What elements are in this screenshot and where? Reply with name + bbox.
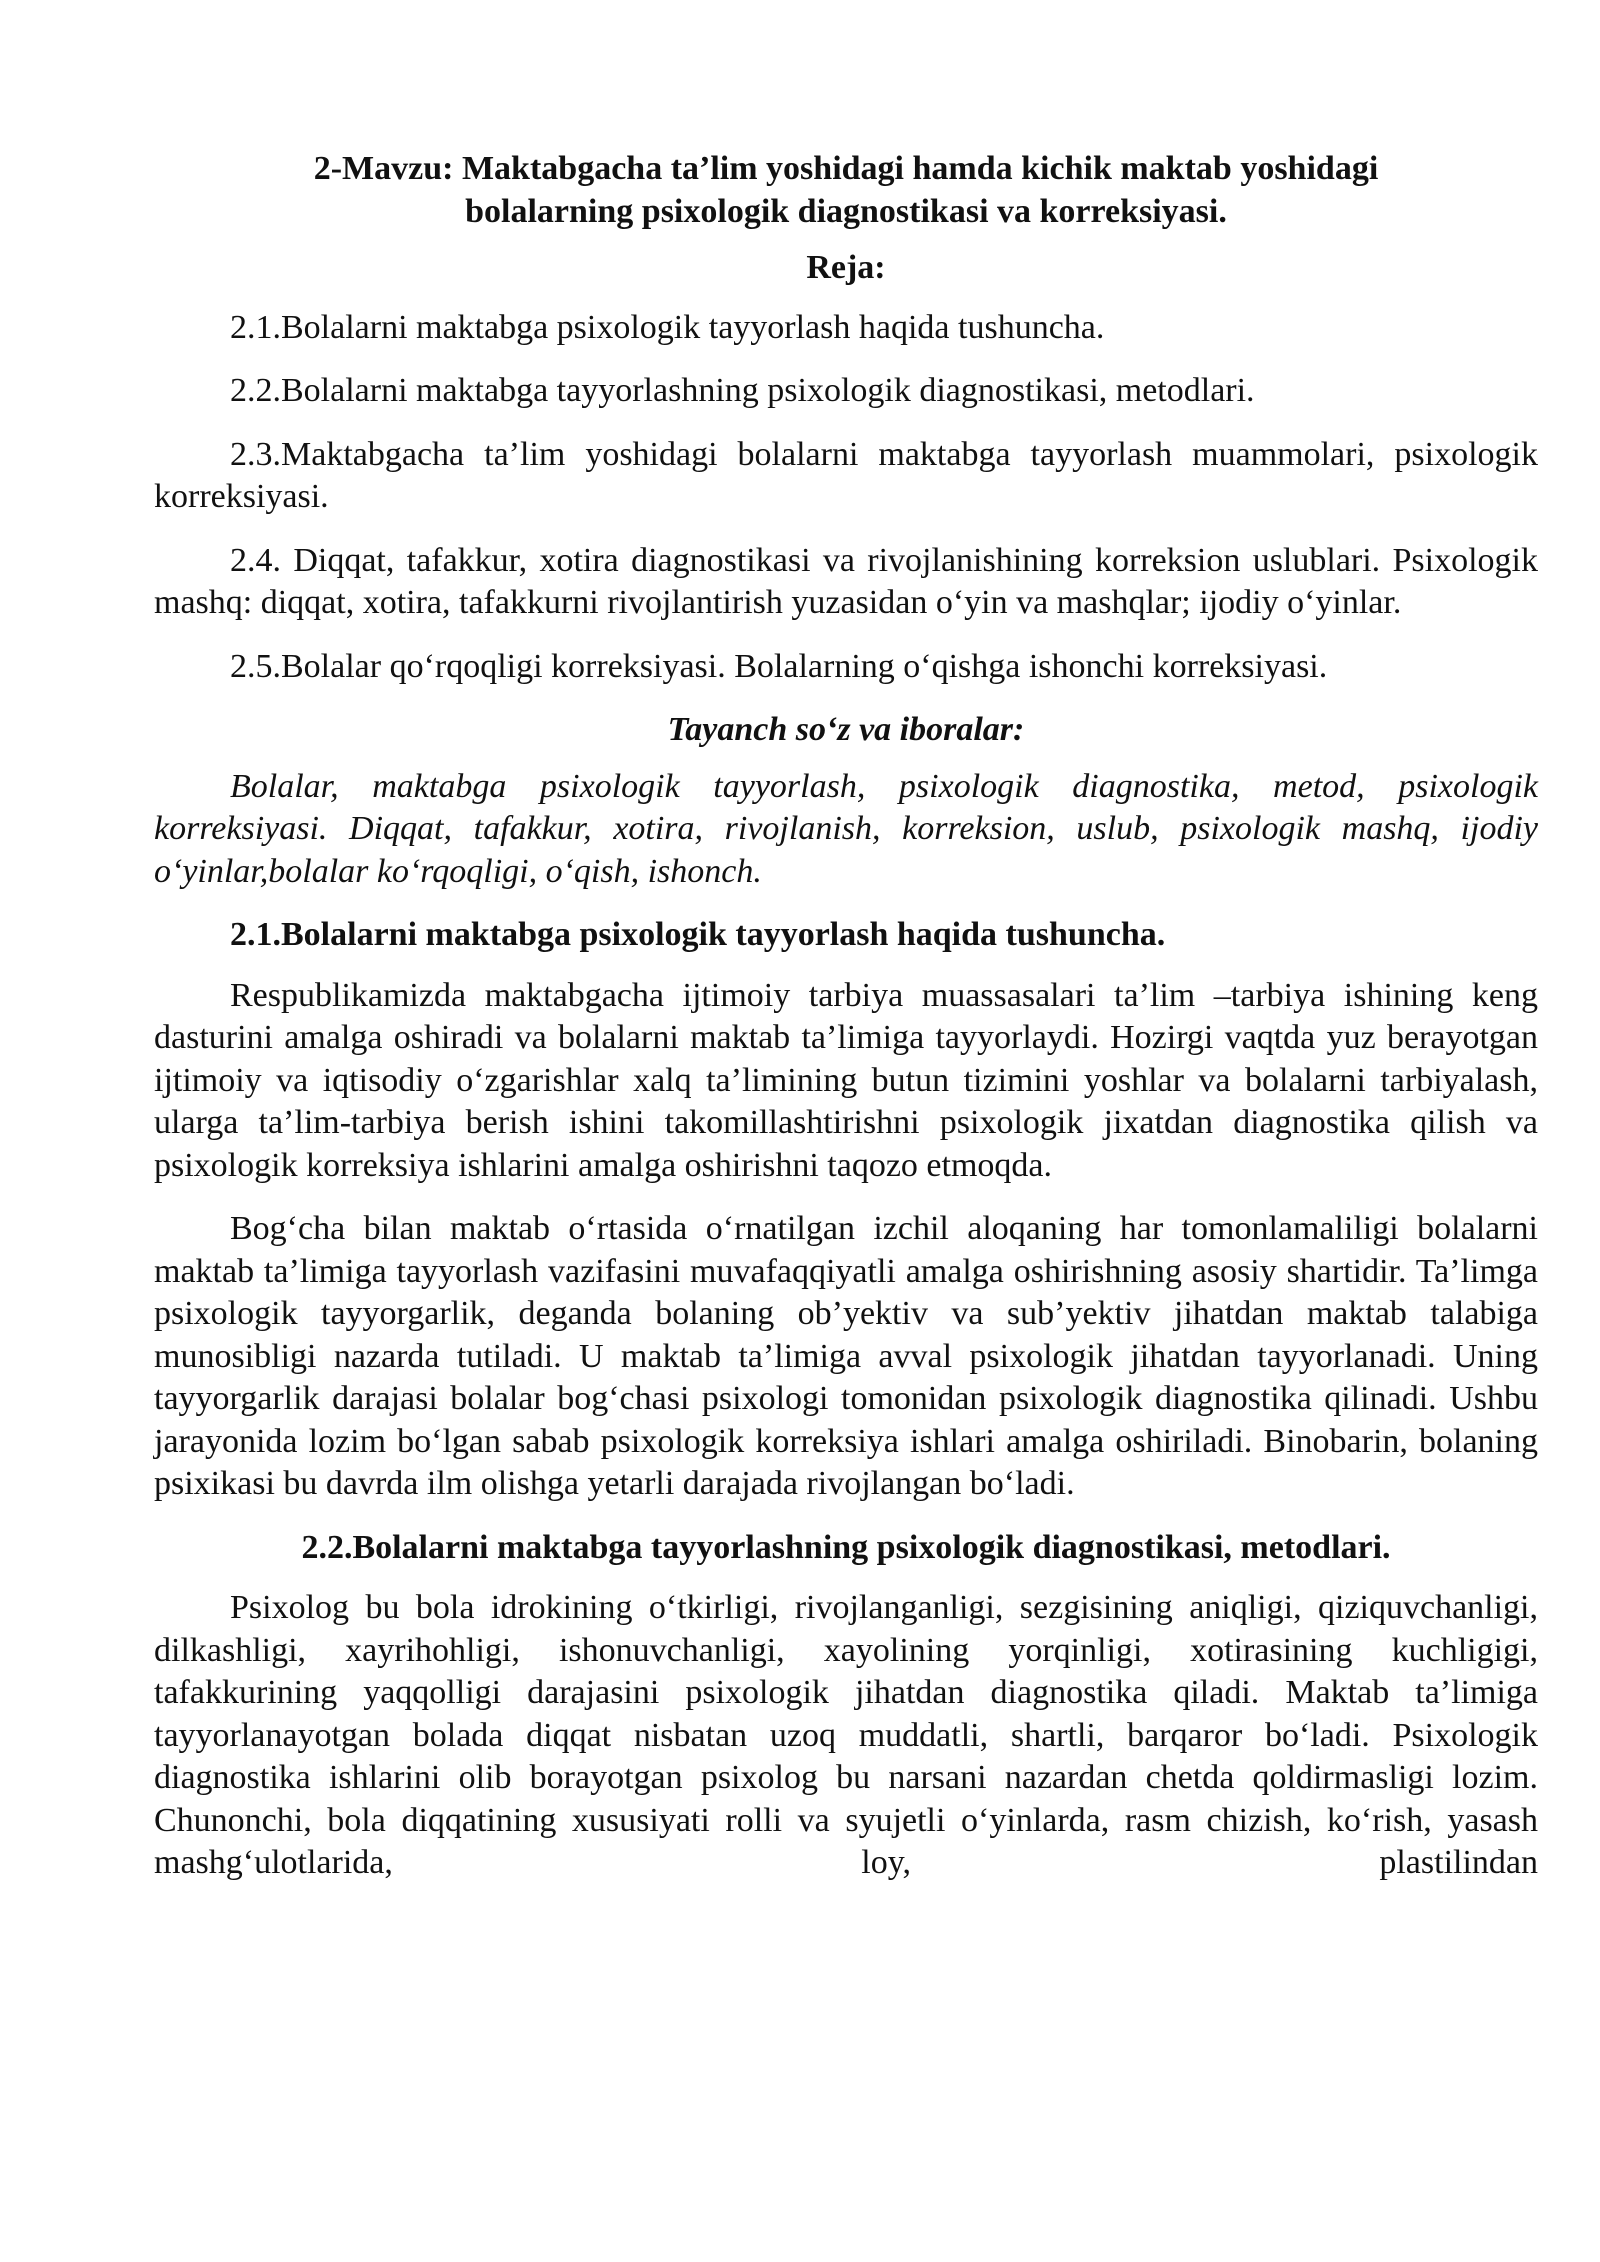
title-line: bolalarning psixologik diagnostikasi va korreksiyasi.: [465, 192, 1227, 230]
keywords-heading: Tayanch so‘z va iboralar:: [667, 711, 1025, 748]
body-paragraph: Psixolog bu bola idrokining o‘tkirligi, rivojlanganligi, sezgisining aniqligi, qiziquvchanligi, dilkashligi, xayrihohligi, ishonuvchanligi, xayolining yorqinligi, xotirasining kuchligigi, tafakkurining yaqqolligi darajasini psixologik jihatdan diagnostika qiladi. Maktab ta’limiga tayyorlanayotgan bolada diqqat nisbatan uzoq muddatli, shartli, barqaror bo‘ladi. Psixologik diagnostika ishlarini olib borayotgan psixolog bu narsani nazardan chetda qoldirmasligi lozim. Chunonchi, bola diqqatining xususiyati rolli va syujetli o‘yinlarda, rasm chizish, ko‘rish, yasash mashg‘ulotlarida, loy, plastilindan: [154, 1589, 1538, 1881]
section-heading: 2.2.Bolalarni maktabga tayyorlashning psixologik diagnostikasi, metodlari.: [301, 1528, 1391, 1566]
plan-item: 2.4. Diqqat, tafakkur, xotira diagnostikasi va rivojlanishining korreksion uslublari. Psixologik mashq: diqqat, xotira, tafakkurni rivojlantirish yuzasidan o‘yin va mashqlar; ijodiy o‘yinlar.: [154, 541, 1538, 621]
title-line: 2-Mavzu: Maktabgacha ta’lim yoshidagi hamda kichik maktab yoshidagi: [313, 150, 1379, 187]
document-title: [154, 148, 1538, 233]
plan-item: 2.5.Bolalar qo‘rqoqligi korreksiyasi. Bolalarning o‘qishga ishonchi korreksiyasi.: [230, 647, 1328, 685]
plan-list: [154, 307, 1538, 689]
document-page: [154, 148, 1538, 1885]
plan-item: 2.3.Maktabgacha ta’lim yoshidagi bolalarni maktabga tayyorlash muammolari, psixologik korreksiyasi.: [154, 435, 1538, 515]
body-paragraph: Bog‘cha bilan maktab o‘rtasida o‘rnatilgan izchil aloqaning har tomonlamaliligi bolalarni maktab ta’limiga tayyorlash vazifasini muvafaqqiyatli amalga oshirishning asosiy shartidir. Ta’limga psixologik tayyorgarlik, deganda bolaning ob’yektiv va sub’yektiv jihatdan maktab talabiga munosibligi nazarda tutiladi. U maktab ta’limiga avval psixologik jihatdan tayyorlanadi. Uning tayyorgarlik darajasi bolalar bog‘chasi psixologi tomonidan psixologik diagnostika qilinadi. Ushbu jarayonida lozim bo‘lgan sabab psixologik korreksiya ishlari amalga oshiriladi. Binobarin, bolaning psixikasi bu davrda ilm olishga yetarli darajada rivojlangan bo‘ladi.: [154, 1210, 1538, 1502]
plan-item: 2.2.Bolalarni maktabga tayyorlashning psixologik diagnostikasi, metodlari.: [230, 372, 1255, 409]
section-heading: 2.1.Bolalarni maktabga psixologik tayyorlash haqida tushuncha.: [230, 916, 1166, 953]
keywords-text: Bolalar, maktabga psixologik tayyorlash, psixologik diagnostika, metod, psixologik korreksiyasi. Diqqat, tafakkur, xotira, rivojlanish, korreksion, uslub, psixologik mashq, ijodiy o‘yinlar,bolalar ko‘rqoqligi, o‘qish, ishonch.: [154, 767, 1538, 890]
plan-item: 2.1.Bolalarni maktabga psixologik tayyorlash haqida tushuncha.: [230, 308, 1105, 346]
body-paragraph: Respublikamizda maktabgacha ijtimoiy tarbiya muassasalari ta’lim –tarbiya ishining keng dasturini amalga oshiradi va bolalarni maktab ta’limiga tayyorlaydi. Hozirgi vaqtda yuz berayotgan ijtimoiy va iqtisodiy o‘zgarishlar xalq ta’limining butun tizimini yoshlar va bolalarni tarbiyalash, ularga ta’lim-tarbiya berish ishini takomillashtirishni psixologik jixatdan diagnostika qilish va psixologik korreksiya ishlarini amalga oshirishni taqozo etmoqda.: [154, 976, 1538, 1184]
plan-heading: Reja:: [806, 249, 886, 286]
